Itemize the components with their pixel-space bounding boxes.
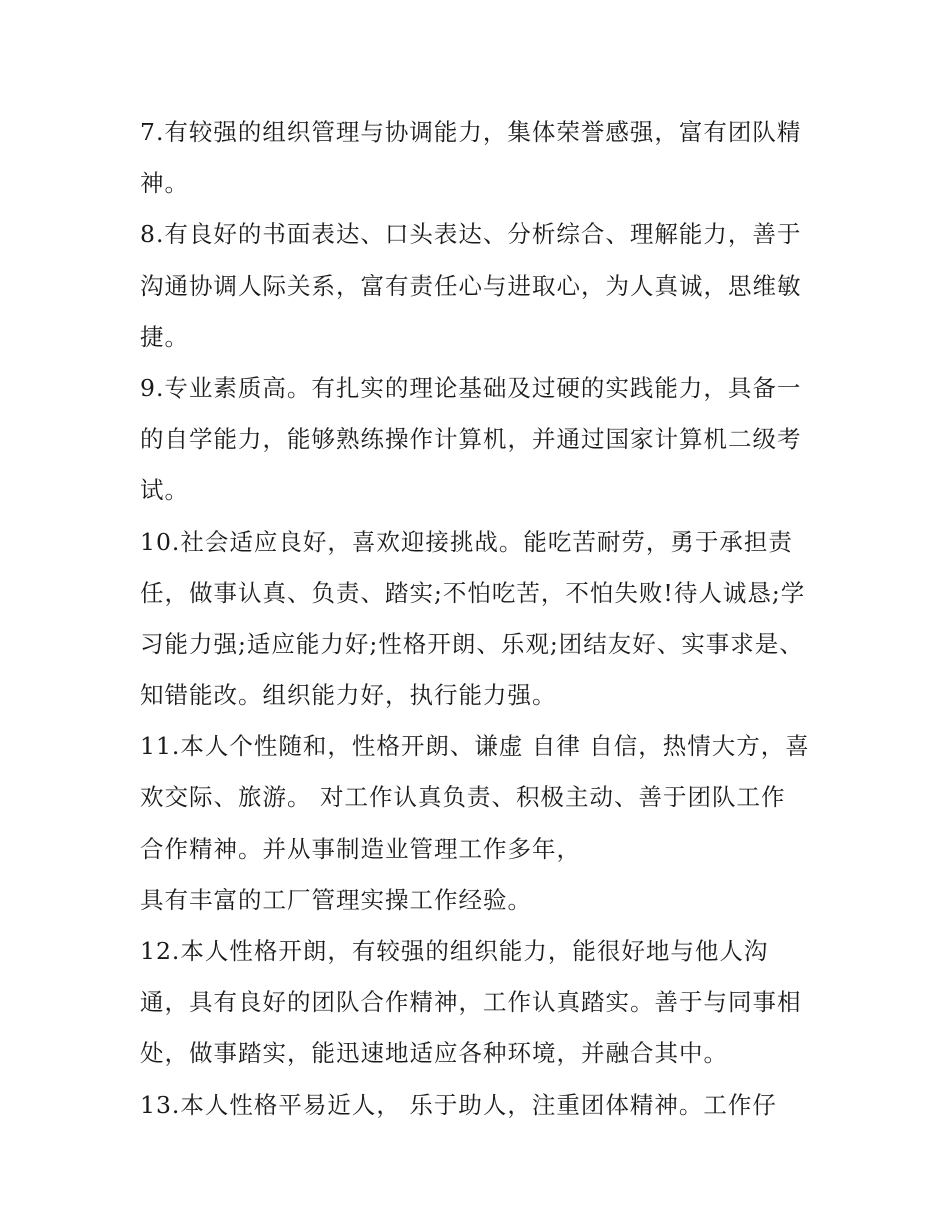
text-line: 8.有良好的书面表达、口头表达、分析综合、理解能力，善于: [140, 220, 802, 249]
text-line: 试。: [140, 476, 189, 505]
text-line: 神。: [140, 169, 189, 198]
text-line: 9.专业素质高。有扎实的理论基础及过硬的实践能力，具备一: [140, 373, 802, 402]
text-line: 13.本人性格平易近人， 乐于助人，注重团体精神。工作仔: [140, 1090, 777, 1119]
text-line: 捷。: [140, 322, 189, 351]
text-line: 知错能改。组织能力好，执行能力强。: [140, 681, 557, 710]
text-line: 欢交际、旅游。 对工作认真负责、积极主动、善于团队工作: [140, 783, 786, 812]
document-body: [140, 107, 830, 1131]
text-line: 具有丰富的工厂管理实操工作经验。: [140, 885, 532, 914]
text-line: 通，具有良好的团队合作精神，工作认真踏实。善于与同事相: [140, 988, 802, 1017]
text-line: 合作精神。并从事制造业管理工作多年，: [140, 834, 581, 863]
text-line: 的自学能力，能够熟练操作计算机，并通过国家计算机二级考: [140, 425, 802, 454]
text-line: 7.有较强的组织管理与协调能力，集体荣誉感强，富有团队精: [140, 118, 802, 146]
text-line: 沟通协调人际关系，富有责任心与进取心，为人真诚，思维敏: [140, 271, 802, 300]
text-line: 11.本人个性随和，性格开朗、谦虚 自律 自信，热情大方，喜: [140, 732, 810, 761]
text-line: 处，做事踏实，能迅速地适应各种环境，并融合其中。: [140, 1039, 728, 1068]
text-line: 任，做事认真、负责、踏实;不怕吃苦，不怕失败!待人诚恳;学: [140, 578, 806, 607]
text-line: 10.社会适应良好，喜欢迎接挑战。能吃苦耐劳，勇于承担责: [140, 527, 793, 556]
text-line: 习能力强;适应能力好;性格开朗、乐观;团结友好、实事求是、: [140, 629, 804, 658]
text-line: 12.本人性格开朗，有较强的组织能力，能很好地与他人沟: [140, 937, 769, 965]
